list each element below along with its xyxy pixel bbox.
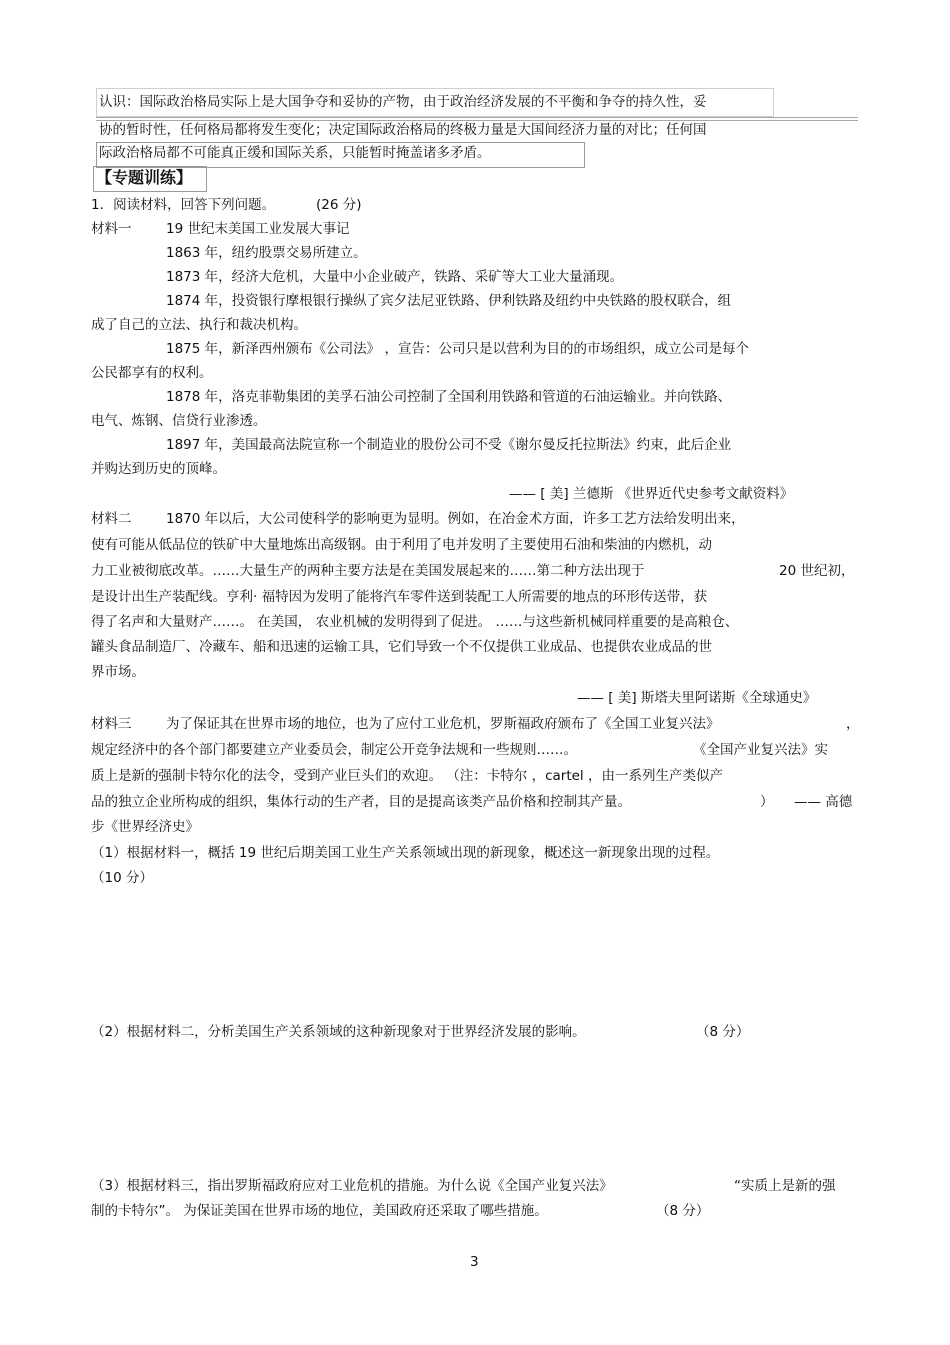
material3-text: 质上是新的强制卡特尔化的法令，受到产业巨头们的欢迎。 （注：卡特尔 ，cartel ，由一系列生产类似产 xyxy=(91,768,723,784)
material1-event: 成了自己的立法、执行和裁决机构。 xyxy=(91,317,307,333)
material1-title: 19 世纪末美国工业发展大事记 xyxy=(166,221,350,237)
question-1: （1）根据材料一，概括 19 世纪后期美国工业生产关系领域出现的新现象，概述这一新现象出现的过程。 xyxy=(91,845,720,861)
section-title: 【专题训练】 xyxy=(96,168,193,187)
material1-event: 电气、炼钢、信贷行业渗透。 xyxy=(91,413,267,429)
material2-text: 界市场。 xyxy=(91,664,145,680)
question-score: (26 分) xyxy=(316,197,362,213)
material3-text: 品的独立企业所构成的组织，集体行动的生产者，目的是提高该类产品价格和控制其产量。 xyxy=(91,794,631,810)
intro-line: 协的暂时性，任何格局都将发生变化；决定国际政治格局的终极力量是大国间经济力量的对比；任何国 xyxy=(99,122,707,138)
material1-event: 1897 年，美国最高法院宣称一个制造业的股份公司不受《谢尔曼反托拉斯法》约束，此后企业 xyxy=(166,437,732,453)
question-2: （2）根据材料二，分析美国生产关系领域的这种新现象对于世界经济发展的影响。 xyxy=(91,1024,586,1040)
question-3: （3）根据材料三，指出罗斯福政府应对工业危机的措施。为什么说《全国产业复兴法》 xyxy=(91,1178,613,1194)
material2-text: 使有可能从低品位的铁矿中大量地炼出高级钢。由于利用了电并发明了主要使用石油和柴油的内燃机，动 xyxy=(91,537,712,553)
material3-source: 步《世界经济史》 xyxy=(91,819,199,835)
material1-event: 并购达到历史的顶峰。 xyxy=(91,461,226,477)
material3-text: 为了保证其在世界市场的地位，也为了应付工业危机，罗斯福政府颁布了《全国工业复兴法》 xyxy=(166,716,720,732)
material1-event: 1873 年，经济大危机，大量中小企业破产，铁路、采矿等大工业大量涌现。 xyxy=(166,269,624,285)
material1-event: 1875 年，新泽西州颁布《公司法》 ，宣告：公司只是以营利为目的的市场组织，成立公司是每个 xyxy=(166,341,749,357)
material2-text: 罐头食品制造厂、冷藏车、船和迅速的运输工具，它们导致一个不仅提供工业成品、也提供农业成品的世 xyxy=(91,639,712,655)
material1-event: 1878 年，洛克菲勒集团的美孚石油公司控制了全国利用铁路和管道的石油运输业。并向铁路、 xyxy=(166,389,732,405)
answer-area-1[interactable] xyxy=(91,892,857,1012)
material-label: 材料一 xyxy=(91,221,132,237)
material1-source: —— [ 美] 兰德斯 《世界近代史参考文献资料》 xyxy=(509,486,794,502)
question-3: “实质上是新的强 xyxy=(734,1178,836,1194)
material2-text: 1870 年以后，大公司使科学的影响更为显明。例如，在冶金术方面，许多工艺方法给发明出来， xyxy=(166,511,745,527)
material2-text: 是设计出生产装配线。亨利· 福特因为发明了能将汽车零件送到装配工人所需要的地点的环形传送带，获 xyxy=(91,589,708,605)
material2-text: 20 世纪初， xyxy=(779,563,855,579)
intro-line: 际政治格局都不可能真正缓和国际关系，只能暂时掩盖诸多矛盾。 xyxy=(99,145,491,161)
question-1-score: （10 分） xyxy=(91,870,153,886)
material3-source: —— 高德 xyxy=(794,794,853,810)
intro-line: 认识：国际政治格局实际上是大国争夺和妥协的产物，由于政治经济发展的不平衡和争夺的持久性，妥 xyxy=(99,94,707,110)
material3-text: 《全国产业复兴法》实 xyxy=(693,742,828,758)
material1-event: 1863 年，纽约股票交易所建立。 xyxy=(166,245,367,261)
material2-source: —— [ 美] 斯塔夫里阿诺斯《全球通史》 xyxy=(577,690,817,706)
material2-text: 得了名声和大量财产……。 在美国， 农业机械的发明得到了促进。 ……与这些新机械同样重要的是高粮仓、 xyxy=(91,614,739,630)
material3-text: 规定经济中的各个部门都要建立产业委员会，制定公开竞争法规和一些规则……。 xyxy=(91,742,577,758)
answer-area-2[interactable] xyxy=(91,1046,857,1166)
page-number: 3 xyxy=(470,1254,479,1270)
intro-rule xyxy=(96,117,858,118)
material1-event: 1874 年，投资银行摩根银行操纵了宾夕法尼亚铁路、伊利铁路及纽约中央铁路的股权联合，组 xyxy=(166,293,732,309)
material-label: 材料三 xyxy=(91,716,132,732)
material1-event: 公民都享有的权利。 xyxy=(91,365,213,381)
material3-text: ） xyxy=(760,794,774,810)
question-3-score: （8 分） xyxy=(656,1203,710,1219)
question-3: 制的卡特尔”。 为保证美国在世界市场的地位，美国政府还采取了哪些措施。 xyxy=(91,1203,548,1219)
question-stem: 1．阅读材料，回答下列问题。 xyxy=(91,197,276,213)
question-2-score: （8 分） xyxy=(696,1024,750,1040)
material2-text: 力工业被彻底改革。……大量生产的两种主要方法是在美国发展起来的……第二种方法出现于 xyxy=(91,563,645,579)
material-label: 材料二 xyxy=(91,511,132,527)
material3-text: ， xyxy=(846,716,860,732)
